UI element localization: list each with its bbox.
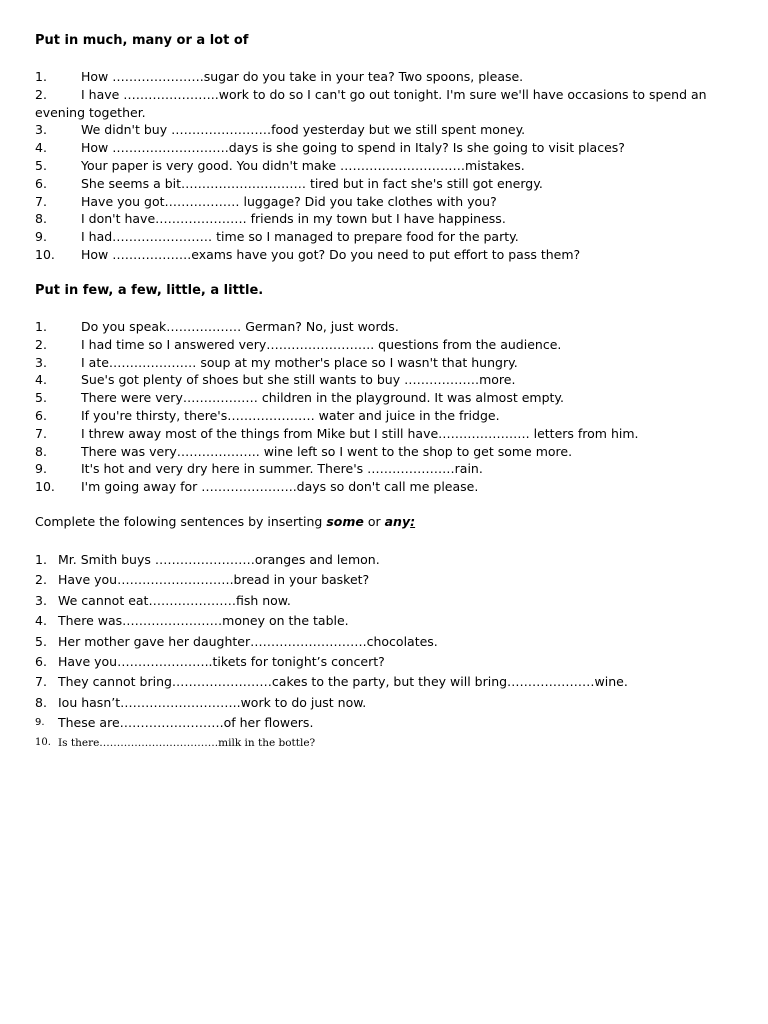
item-number: 4. [35,613,47,629]
item-text: If you're thirsty, there's………………… water and juice in the fridge. [81,407,500,423]
item-text: How ……………….exams have you got? Do you need to put effort to pass them? [81,246,581,262]
item-number: 8. [35,211,47,227]
item-text: I'm going away for …………………..days so don't call me please. [81,479,479,495]
item-number: 3. [35,592,47,608]
exercise-list-much-many [35,68,707,264]
exercise-item [35,632,628,652]
exercise-list-some-any [35,550,628,752]
item-number: 6. [35,407,47,423]
instruction-or: or [363,514,385,529]
exercise-item [35,246,707,264]
exercise-item [35,693,628,713]
item-number: 10. [35,736,51,748]
item-number: 4. [35,140,47,156]
item-number: 1. [35,552,47,567]
item-text: It's hot and very dry here in summer. There's …………………rain. [81,461,483,477]
item-text: We didn't buy ……………………food yesterday but we still spent money. [81,122,526,138]
keyword-any: any [384,514,411,529]
exercise-item [35,157,707,175]
item-number: 5. [35,390,47,406]
item-number: 3. [35,354,47,370]
exercise-item [35,443,639,461]
item-text: There was very……………….. wine left so I went to the shop to get some more. [81,443,573,459]
item-number: 6. [35,175,47,191]
item-text: I ate………………… soup at my mother's place so I wasn't that hungry. [81,354,518,370]
item-text: I had…………………… time so I managed to prepare food for the party. [81,229,519,245]
exercise-item [35,713,628,733]
exercise-list-few-little [35,318,639,496]
section-instruction-some-any [35,514,415,529]
item-text: Your paper is very good. You didn't make …………………………mistakes. [81,157,525,173]
exercise-item [35,407,639,425]
item-text: She seems a bit………………………… tired but in fact she's still got energy. [81,175,543,191]
item-text: How ………………….sugar do you take in your tea? Two spoons, please. [81,69,524,84]
exercise-item [35,354,639,372]
item-text: I threw away most of the things from Mike but I still have…………………. letters from him. [81,425,639,441]
instruction-text: Complete the folowing sentences by inserting [35,514,327,529]
item-number: 9. [35,717,45,729]
item-number: 7. [35,193,47,209]
exercise-item [35,68,707,86]
exercise-item [35,121,707,139]
exercise-item [35,734,628,752]
item-number: 3. [35,122,47,138]
section-title-much-many: Put in much, many or a lot of [35,33,249,48]
item-text: Mr. Smith buys ……………………oranges and lemon. [58,552,380,567]
item-text: There was……………………money on the table. [58,613,349,629]
keyword-some: some [326,514,364,529]
item-number: 9. [35,229,47,245]
section-title-few-little: Put in few, a few, little, a little. [35,283,264,298]
item-text: Is there…………………………….milk in the bottle? [58,736,316,749]
exercise-item [35,460,639,478]
exercise-item [35,591,628,611]
item-text: There were very……………… children in the playground. It was almost empty. [81,390,565,406]
exercise-item [35,193,707,211]
item-text: Iou hasn’t………………………..work to do just now. [58,694,367,710]
item-text: These are…………………….of her flowers. [58,715,314,731]
item-number: 5. [35,157,47,173]
exercise-item [35,550,628,570]
item-number: 7. [35,425,47,441]
item-number: 4. [35,372,47,388]
item-text: How ……………………….days is she going to spend in Italy? Is she going to visit places? [81,140,625,156]
exercise-item [35,175,707,193]
exercise-item [35,478,639,496]
item-number: 5. [35,633,47,649]
item-number: 2. [35,336,47,352]
exercise-item [35,425,639,443]
item-text: Have you……………………….bread in your basket? [58,572,370,588]
item-text: Her mother gave her daughter……………………….chocolates. [58,633,438,649]
exercise-item [35,389,639,407]
exercise-item [35,228,707,246]
item-text: Have you got……………… luggage? Did you take clothes with you? [81,193,497,209]
item-number: 9. [35,461,47,477]
exercise-item [35,570,628,590]
exercise-item [35,318,639,336]
item-text: They cannot bring……………………cakes to the party, but they will bring…………………wine. [58,674,628,690]
item-number: 1. [35,319,47,334]
item-text-continuation: evening together. [35,104,146,120]
item-number: 10. [35,246,55,262]
item-text: I have …………………..work to do so I can't go out tonight. I'm sure we'll have occasions to spend an [81,86,707,102]
exercise-item [35,652,628,672]
item-text: We cannot eat…………………fish now. [58,592,291,608]
item-number: 2. [35,86,47,102]
item-number: 8. [35,443,47,459]
item-number: 7. [35,674,47,690]
exercise-item [35,611,628,631]
exercise-item [35,139,707,157]
item-number: 6. [35,654,47,670]
exercise-item [35,210,707,228]
exercise-item [35,672,628,692]
item-text: Have you…………………..tikets for tonight’s concert? [58,654,385,670]
item-text: I had time so I answered very…………………….. questions from the audience. [81,336,562,352]
instruction-colon: : [410,514,416,529]
item-number: 8. [35,694,47,710]
item-number: 10. [35,479,55,495]
item-number: 2. [35,572,47,588]
exercise-item [35,371,639,389]
exercise-item [35,336,639,354]
exercise-item [35,86,707,122]
item-text: Do you speak……………… German? No, just words. [81,319,399,334]
item-text: Sue's got plenty of shoes but she still wants to buy ………………more. [81,372,516,388]
item-text: I don't have…………………. friends in my town but I have happiness. [81,211,506,227]
item-number: 1. [35,69,47,84]
